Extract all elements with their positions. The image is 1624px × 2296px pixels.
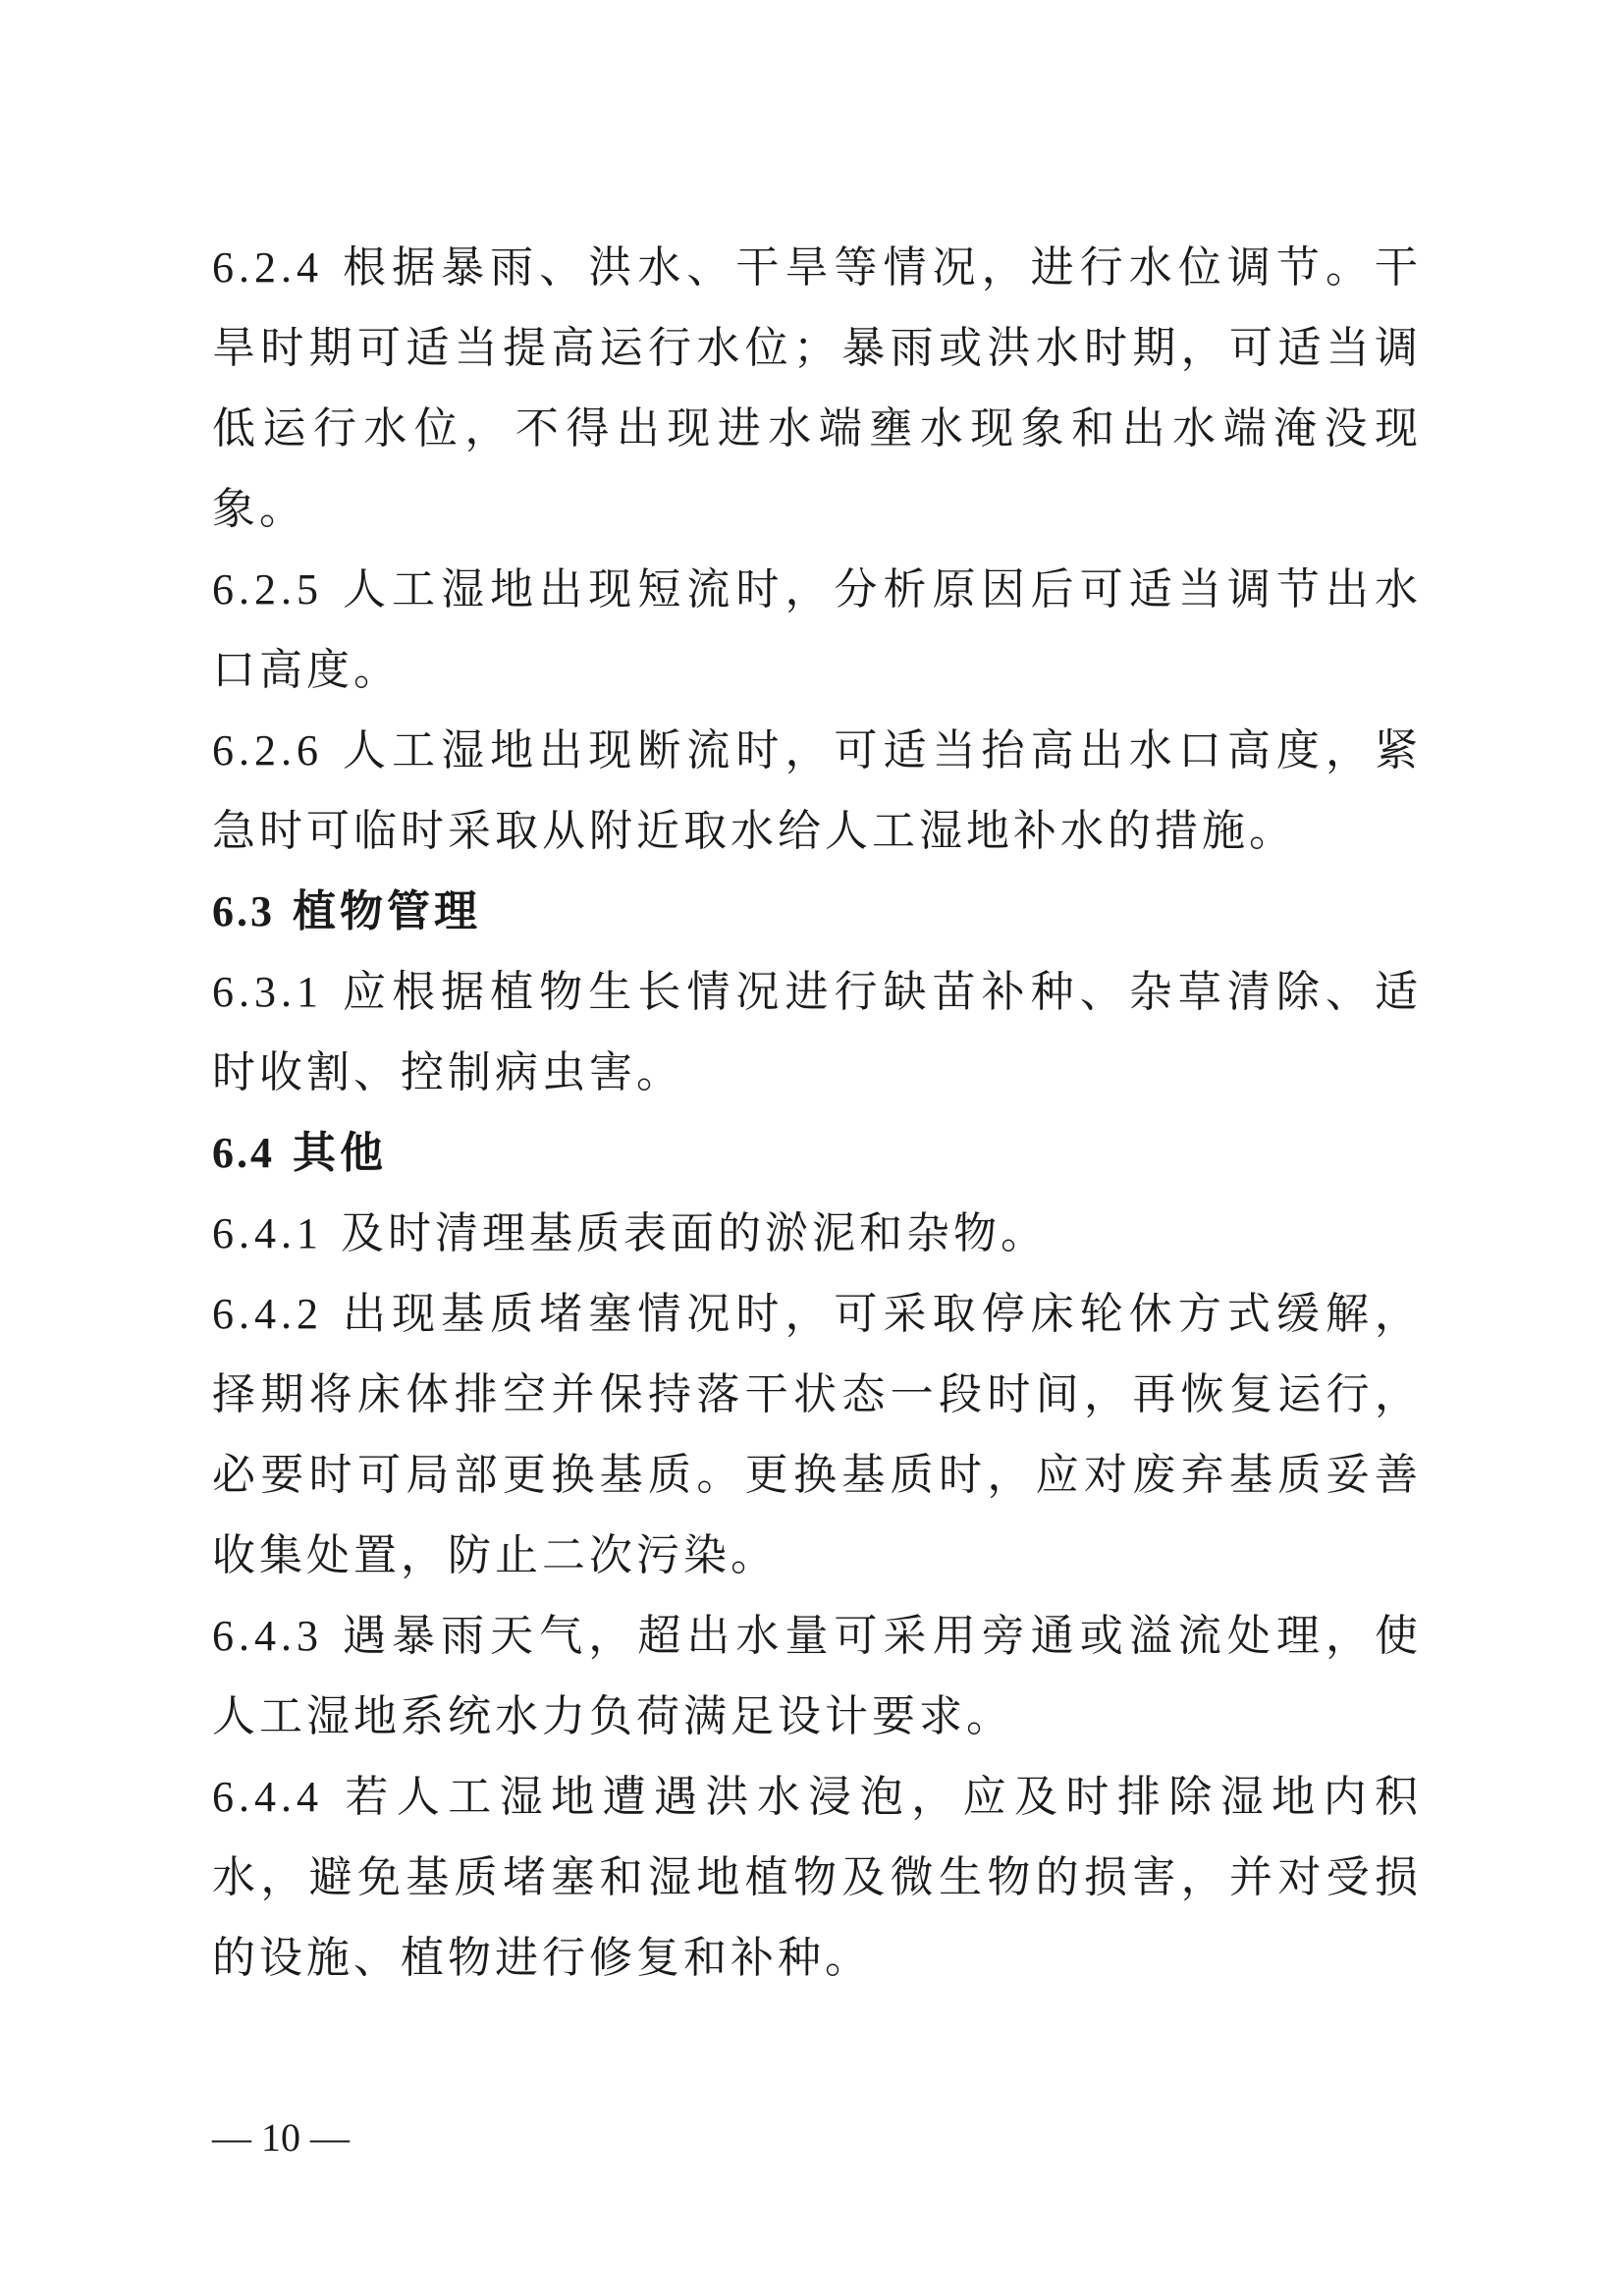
clause-6-2-6 (212, 711, 1422, 872)
clause-text: 出现基质堵塞情况时，可采取停床轮休方式缓解，择期将床体排空并保持落干状态一段时间，再恢复运行，必要时可局部更换基质。更换基质时，应对废弃基质妥善收集处置，防止二次污染。 (212, 1289, 1422, 1580)
clause-text: 及时清理基质表面的淤泥和杂物。 (341, 1208, 1048, 1258)
clause-number: 6.3.1 (212, 968, 323, 1016)
document-body (212, 228, 1422, 1999)
clause-number: 6.4.2 (212, 1290, 323, 1338)
clause-6-4-4 (212, 1757, 1422, 1999)
clause-text: 应根据植物生长情况进行缺苗补种、杂草清除、适时收割、控制病虫害。 (212, 967, 1422, 1097)
section-heading-6-4 (212, 1113, 1422, 1194)
clause-text: 人工湿地出现断流时，可适当抬高出水口高度，紧急时可临时采取从附近取水给人工湿地补水的措施。 (212, 725, 1422, 856)
clause-6-2-4 (212, 228, 1422, 550)
clause-number: 6.2.6 (212, 726, 323, 774)
clause-number: 6.2.5 (212, 565, 323, 614)
clause-6-4-2 (212, 1274, 1422, 1596)
clause-text: 遇暴雨天气，超出水量可采用旁通或溢流处理，使人工湿地系统水力负荷满足设计要求。 (212, 1611, 1422, 1741)
section-number: 6.4 (212, 1129, 275, 1177)
clause-6-2-5 (212, 550, 1422, 711)
section-title: 植物管理 (293, 886, 481, 936)
clause-text: 若人工湿地遭遇洪水浸泡，应及时排除湿地内积水，避免基质堵塞和湿地植物及微生物的损害，并对受损的设施、植物进行修复和补种。 (212, 1772, 1422, 1983)
page-number: — 10 — (212, 2115, 350, 2160)
clause-text: 根据暴雨、洪水、干旱等情况，进行水位调节。干旱时期可适当提高运行水位；暴雨或洪水时期，可适当调低运行水位，不得出现进水端壅水现象和出水端淹没现象。 (212, 242, 1422, 534)
section-title: 其他 (293, 1128, 387, 1178)
clause-number: 6.4.3 (212, 1612, 323, 1660)
clause-6-3-1 (212, 952, 1422, 1113)
clause-number: 6.4.4 (212, 1773, 323, 1821)
clause-number: 6.2.4 (212, 243, 323, 292)
clause-6-4-3 (212, 1596, 1422, 1757)
clause-number: 6.4.1 (212, 1209, 323, 1257)
clause-text: 人工湿地出现短流时，分析原因后可适当调节出水口高度。 (212, 564, 1422, 695)
section-number: 6.3 (212, 887, 275, 935)
clause-6-4-1 (212, 1194, 1422, 1274)
section-heading-6-3 (212, 872, 1422, 952)
